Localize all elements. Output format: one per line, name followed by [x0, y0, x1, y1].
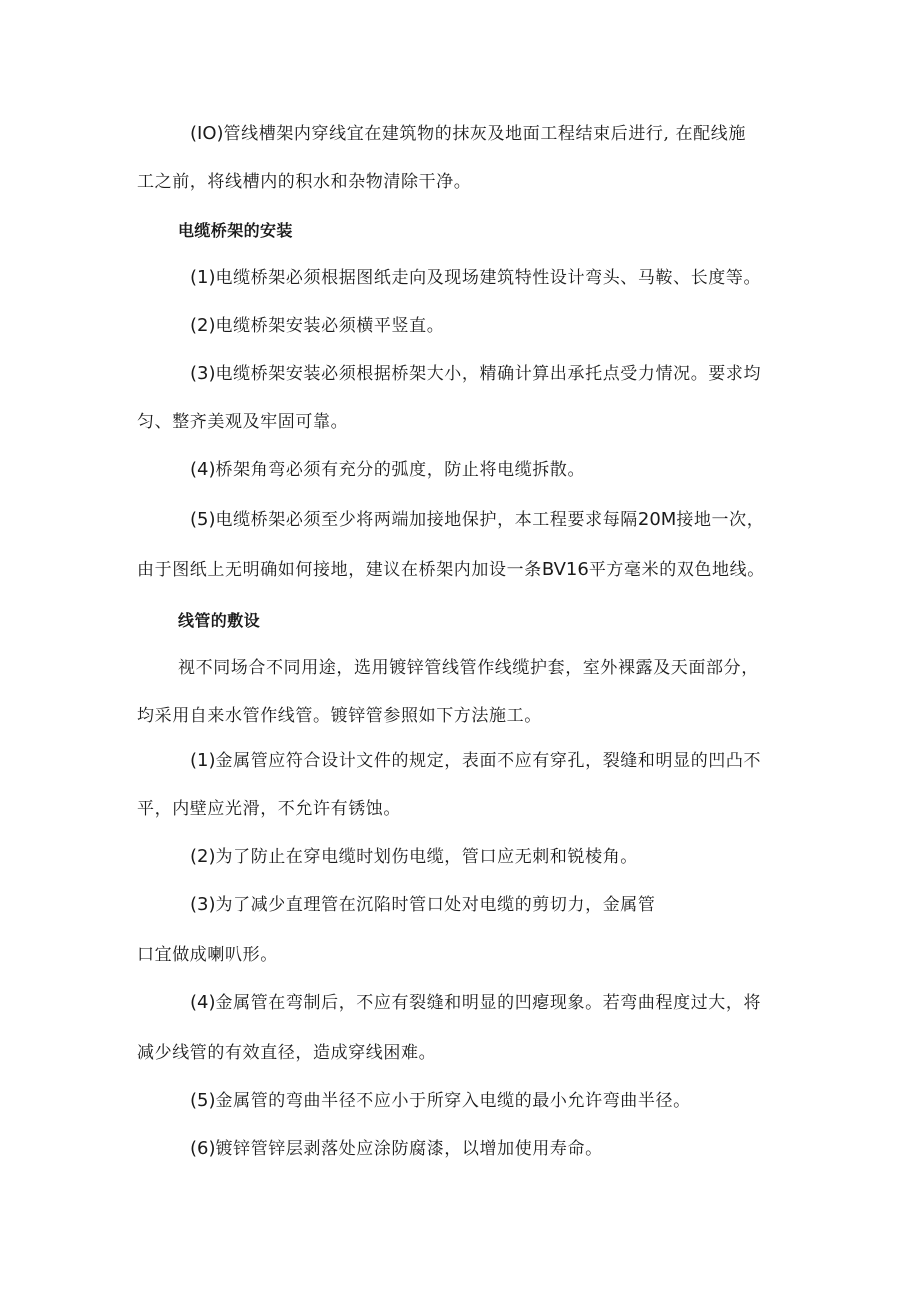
- item-text: 镀锌管锌层剥落处应涂防腐漆，以增加使用寿命。: [215, 1139, 603, 1159]
- item-number: (5): [190, 1090, 216, 1111]
- conduit-item-3-line-1: [190, 893, 656, 917]
- item-number: (1): [190, 750, 216, 771]
- cable-tray-item-5-line-1: [190, 508, 764, 532]
- cable-tray-item-2: [190, 314, 444, 338]
- item-text: 电缆桥架安装必须根据桥架大小，精确计算出承托点受力情况。要求均: [215, 364, 762, 384]
- item-number: (4): [190, 459, 216, 480]
- conduit-item-1-line-1: [190, 749, 761, 773]
- paragraph-text: 均采用自来水管作线管。镀锌管参照如下方法施工。: [137, 706, 542, 726]
- conduit-item-5: [190, 1089, 691, 1113]
- item-text: 为了减少直理管在沉陷时管口处对电缆的剪切力，金属管: [215, 895, 656, 915]
- cable-tray-item-5-line-2: [137, 558, 765, 582]
- item-number: (1): [190, 267, 216, 288]
- item-text: 接地一次，: [676, 510, 765, 530]
- item-number: (6): [190, 1138, 216, 1159]
- item-text: 平，内壁应光滑，不允许有锈蚀。: [137, 799, 401, 819]
- section-heading-cable-tray: 电缆桥架的安装: [178, 221, 293, 240]
- item-text-spacing-value: 20M: [637, 509, 677, 530]
- item-number: (2): [190, 315, 216, 336]
- item-text-cable-spec: BV16: [541, 559, 589, 580]
- conduit-item-6: [190, 1137, 603, 1161]
- item-number: (4): [190, 992, 216, 1013]
- conduit-intro-line-2: [137, 704, 542, 728]
- paragraph-text: 管线槽架内穿线宜在建筑物的抹灰及地面工程结束后进行, 在配线施: [223, 124, 746, 144]
- conduit-item-3-line-2: [137, 943, 278, 967]
- item-number: (3): [190, 894, 216, 915]
- item-number: (3): [190, 363, 216, 384]
- item-text: 电缆桥架必须根据图纸走向及现场建筑特性设计弯头、马鞍、长度等。: [215, 268, 762, 288]
- paragraph-io-line-2: [137, 170, 471, 194]
- conduit-item-4-line-2: [137, 1041, 436, 1065]
- item-text: 金属管应符合设计文件的规定，表面不应有穿孔，裂缝和明显的凹凸不: [215, 751, 762, 771]
- item-number: (5): [190, 509, 216, 530]
- paragraph-text: 视不同场合不同用途，选用镀锌管线管作线缆护套，室外裸露及天面部分，: [178, 658, 759, 678]
- paragraph-io-line-1: [190, 122, 746, 146]
- conduit-item-2: [190, 845, 638, 869]
- item-text: 金属管在弯制后，不应有裂缝和明显的凹瘪现象。若弯曲程度过大，将: [215, 993, 762, 1013]
- cable-tray-item-4: [190, 458, 585, 482]
- conduit-item-4-line-1: [190, 991, 761, 1015]
- cable-tray-item-3-line-1: [190, 362, 761, 386]
- item-text: 减少线管的有效直径，造成穿线困难。: [137, 1043, 437, 1063]
- paragraph-text: 工之前，将线槽内的积水和杂物清除干净。: [137, 172, 472, 192]
- item-text: 桥架角弯必须有充分的弧度，防止将电缆拆散。: [215, 460, 586, 480]
- item-text: 金属管的弯曲半径不应小于所穿入电缆的最小允许弯曲半径。: [215, 1091, 691, 1111]
- item-text: 口宜做成喇叭形。: [137, 945, 278, 965]
- item-text: 匀、整齐美观及牢固可靠。: [137, 412, 349, 432]
- cable-tray-item-1: [190, 266, 761, 290]
- conduit-item-1-line-2: [137, 797, 401, 821]
- conduit-intro-line-1: [178, 656, 759, 680]
- item-number: (IO): [190, 123, 224, 144]
- cable-tray-item-3-line-2: [137, 410, 348, 434]
- item-text: 电缆桥架安装必须横平竖直。: [215, 316, 445, 336]
- item-text: 由于图纸上无明确如何接地，建议在桥架内加设一条: [137, 560, 542, 580]
- section-heading-conduit: 线管的敷设: [178, 611, 261, 630]
- item-text: 平方毫米的双色地线。: [588, 560, 765, 580]
- item-text: 为了防止在穿电缆时划伤电缆，管口应无刺和锐棱角。: [215, 847, 638, 867]
- item-number: (2): [190, 846, 216, 867]
- item-text: 电缆桥架必须至少将两端加接地保护，本工程要求每隔: [215, 510, 638, 530]
